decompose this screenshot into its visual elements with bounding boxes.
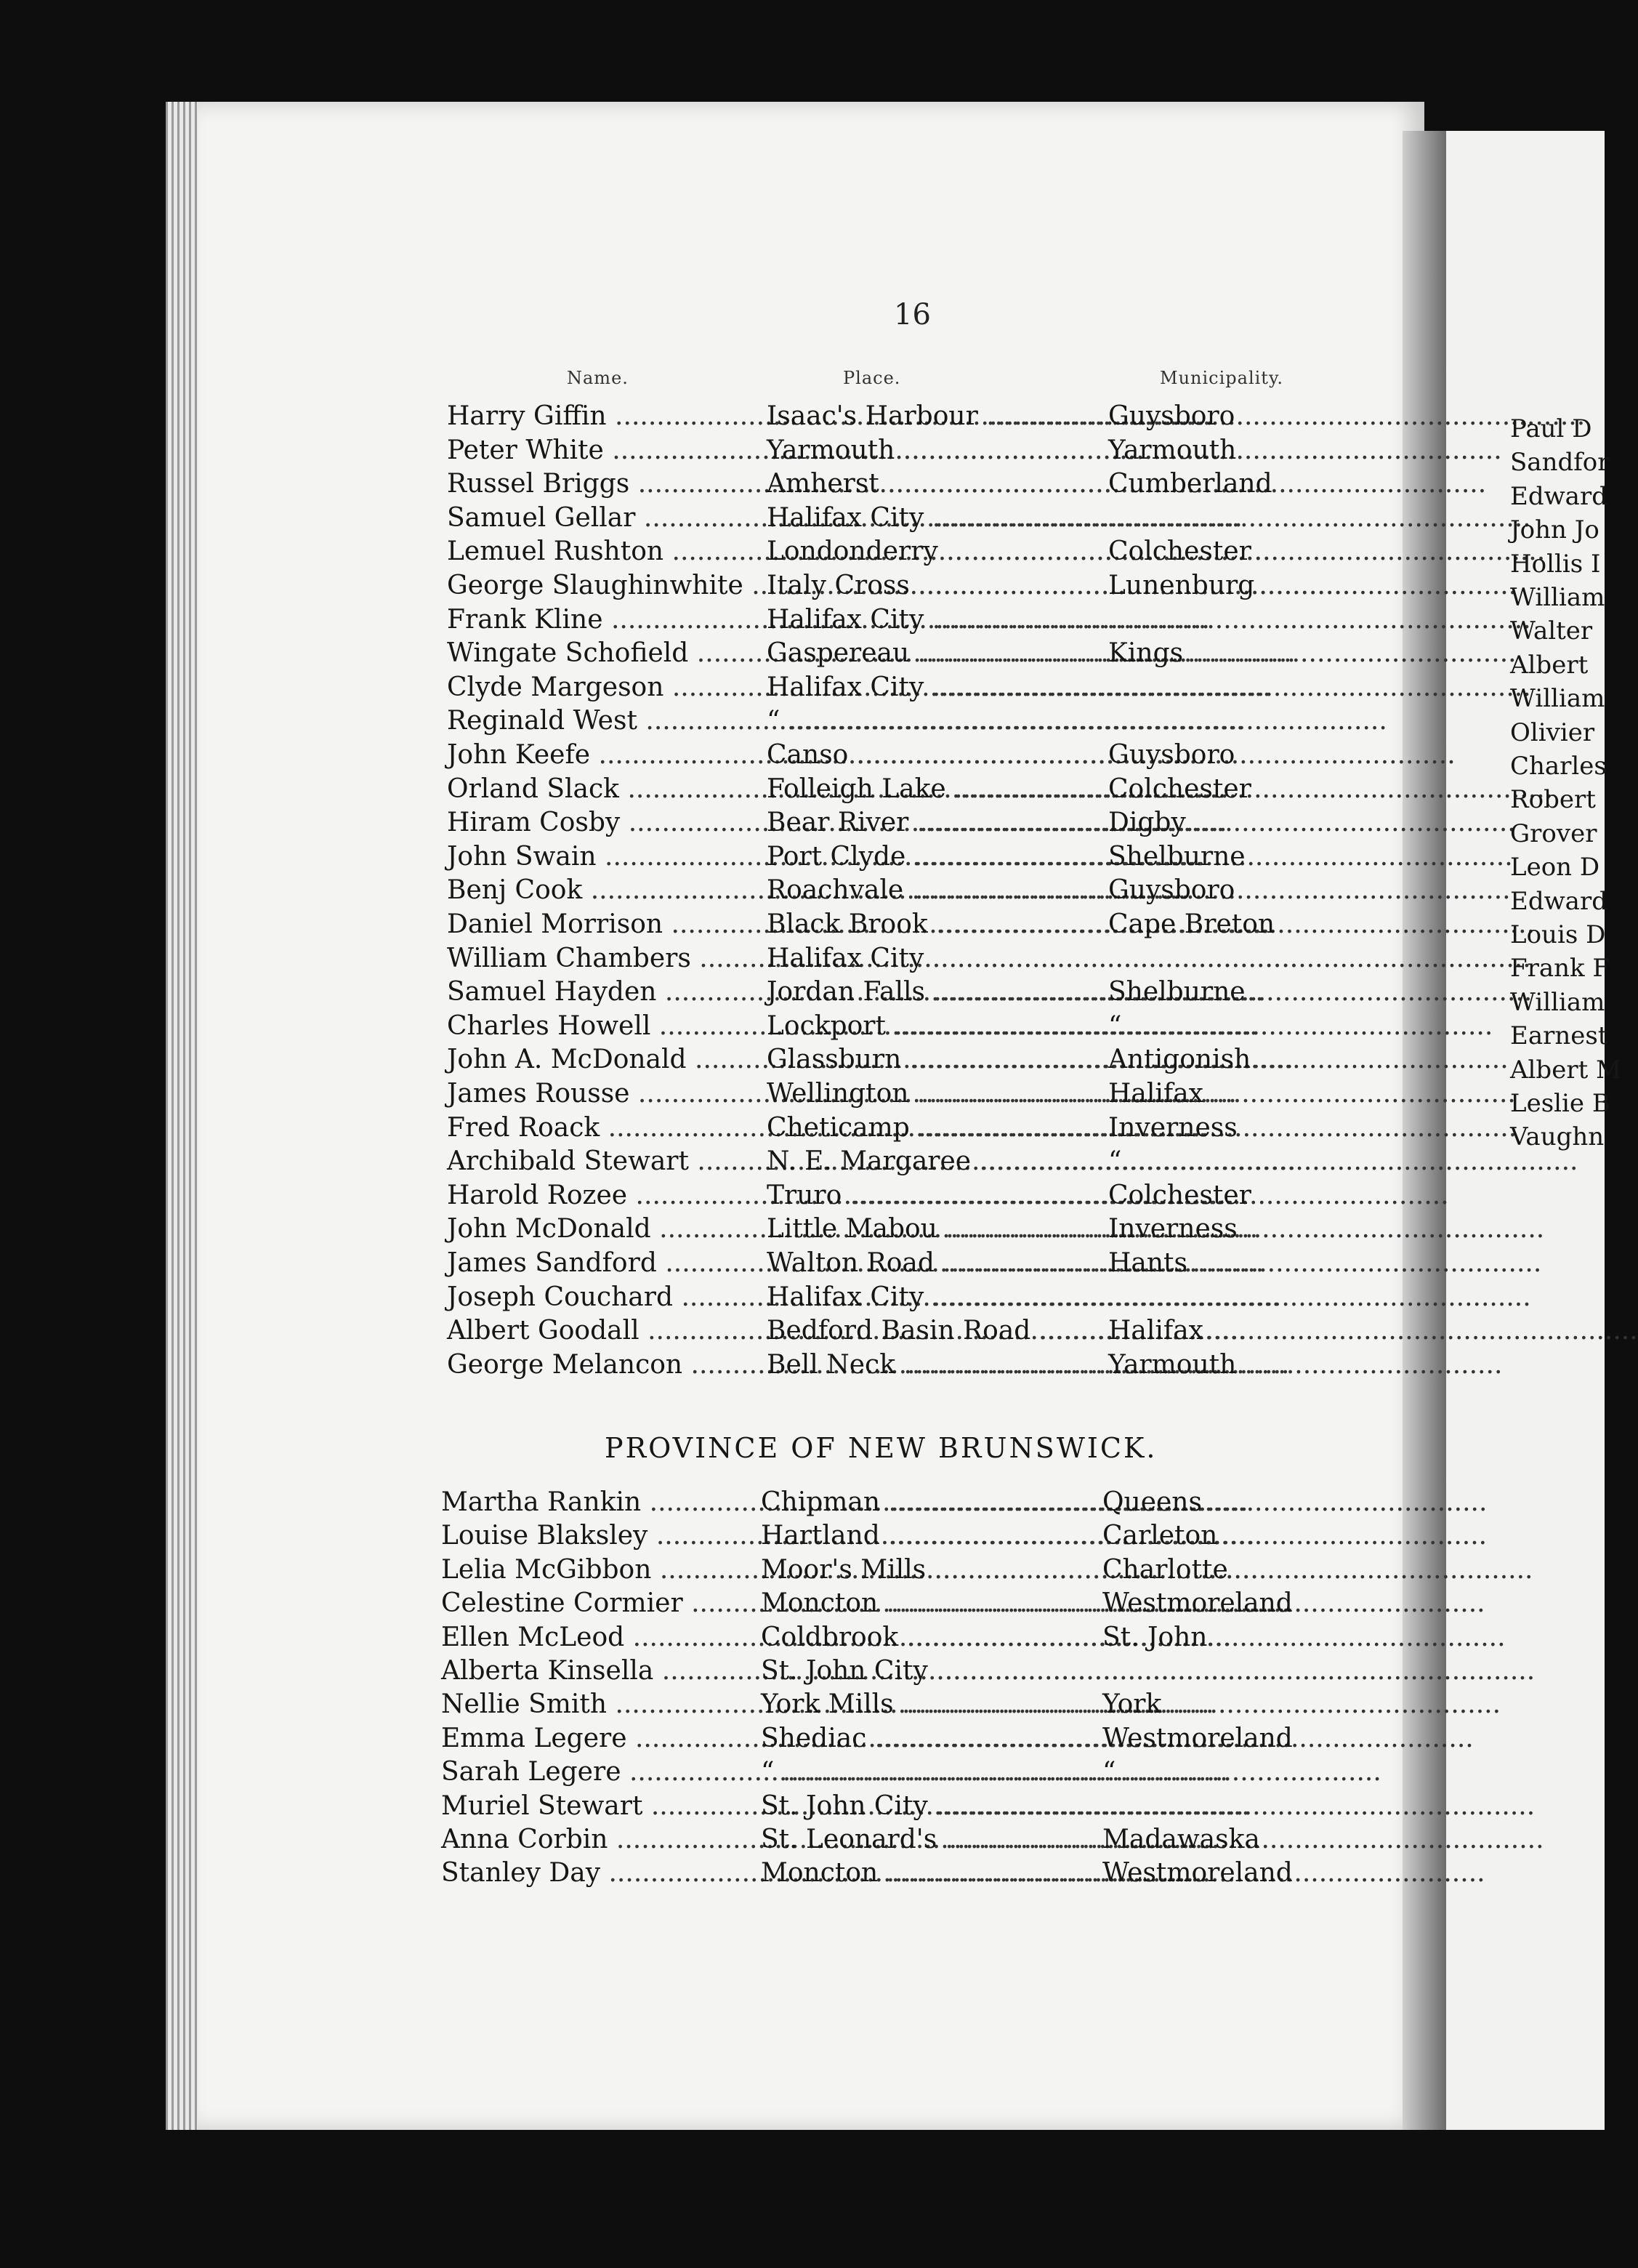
entry-name: Nellie Smith ..... <box>441 1689 761 1723</box>
entry-municipality: St. John <box>1102 1622 1208 1652</box>
entry-municipality: Antigonish <box>1108 1045 1251 1075</box>
entry-row <box>447 1248 1326 1282</box>
right-page-entry: Sandfor <box>1510 448 1610 478</box>
entry-name: Martha Rankin ..... <box>441 1487 761 1521</box>
entry-municipality <box>1108 706 1326 739</box>
entry-place: Port Clyde ..... <box>767 842 1108 875</box>
entry-name: Stanley Day ..... <box>441 1858 761 1891</box>
entry-row <box>447 944 1326 977</box>
entry-name: Peter White ..... <box>447 435 767 469</box>
entry-place: Lockport ..... <box>767 1011 1108 1045</box>
entry-row <box>441 1487 1320 1521</box>
entry-row <box>447 842 1326 875</box>
entry-place: St. John City ..... <box>761 1656 1102 1689</box>
entry-row <box>447 536 1326 570</box>
entry-place: “ ..... <box>767 706 1108 739</box>
entry-municipality: Yarmouth <box>1108 1349 1237 1380</box>
entry-row <box>441 1858 1320 1891</box>
entry-row <box>447 435 1326 469</box>
entry-municipality: Queens <box>1102 1487 1202 1517</box>
entry-row <box>441 1825 1320 1858</box>
entry-municipality: Westmoreland <box>1102 1858 1293 1889</box>
province-heading: PROVINCE OF NEW BRUNSWICK. <box>605 1432 1158 1464</box>
entry-municipality: Westmoreland <box>1102 1723 1293 1753</box>
entry-name: James Sandford ..... <box>447 1248 767 1282</box>
entry-municipality <box>1102 1656 1320 1689</box>
right-page-entry: Hollis I <box>1510 549 1601 579</box>
entry-municipality <box>1108 672 1326 706</box>
entry-municipality: Yarmouth <box>1108 435 1237 465</box>
entry-row <box>441 1791 1320 1825</box>
entry-name: Archibald Stewart ..... <box>447 1146 767 1180</box>
entry-row <box>441 1588 1320 1622</box>
entry-place: Moor's Mills ..... <box>761 1555 1102 1588</box>
entry-row <box>441 1555 1320 1588</box>
entry-name: Frank Kline ..... <box>447 605 767 638</box>
header-municipality: Municipality. <box>1160 368 1283 388</box>
right-page-entry: Edward <box>1510 886 1607 916</box>
entry-place: Glassburn ..... <box>767 1045 1108 1078</box>
entry-row <box>447 740 1326 773</box>
entry-name: Samuel Gellar ..... <box>447 503 767 536</box>
right-page-entry: John Jo <box>1510 515 1599 545</box>
entry-name: Sarah Legere ..... <box>441 1757 761 1790</box>
entry-municipality: Kings <box>1108 638 1184 669</box>
entry-row <box>441 1757 1320 1790</box>
entry-name: George Slaughinwhite ..... <box>447 571 767 604</box>
entry-place: Bell Neck ..... <box>767 1350 1108 1383</box>
entry-place: N. E. Margaree ..... <box>767 1146 1108 1180</box>
entry-municipality: “ <box>1108 1146 1122 1177</box>
entry-row <box>441 1689 1320 1723</box>
entry-name: Louise Blaksley ..... <box>441 1521 761 1554</box>
entry-row <box>447 1045 1326 1078</box>
entry-place: Moncton ..... <box>761 1588 1102 1622</box>
right-page-entry: Albert M <box>1510 1055 1621 1085</box>
entry-municipality: Guysboro <box>1108 875 1235 906</box>
entry-row <box>447 875 1326 909</box>
right-page-entry: Vaughn <box>1510 1122 1605 1152</box>
right-page-entry: Louis D <box>1510 920 1606 949</box>
entry-name: William Chambers ..... <box>447 944 767 977</box>
entry-row <box>447 1146 1326 1180</box>
entry-place: Halifax City ..... <box>767 672 1108 706</box>
entry-place: Halifax City ..... <box>767 503 1108 536</box>
entry-name: Harold Rozee ..... <box>447 1181 767 1214</box>
entry-place: Halifax City ..... <box>767 1282 1108 1316</box>
entry-name: Fred Roack ..... <box>447 1113 767 1146</box>
entry-row <box>447 605 1326 638</box>
entry-row <box>447 1316 1326 1349</box>
entry-name: Lelia McGibbon ..... <box>441 1555 761 1588</box>
entry-municipality: York <box>1102 1689 1162 1720</box>
entry-municipality: Digby <box>1108 808 1186 838</box>
entry-municipality: Shelburne <box>1108 841 1246 872</box>
right-page-entry: William <box>1510 583 1605 612</box>
entry-row <box>447 1350 1326 1383</box>
entry-row <box>447 401 1326 435</box>
entry-name: Orland Slack ..... <box>447 774 767 808</box>
entry-municipality <box>1108 944 1326 977</box>
entry-place: Roachvale ..... <box>767 875 1108 909</box>
entry-name: Charles Howell ..... <box>447 1011 767 1045</box>
right-page-entry: William <box>1510 684 1605 714</box>
entry-row <box>447 1181 1326 1214</box>
entry-place: Yarmouth ..... <box>767 435 1108 469</box>
entry-municipality <box>1108 503 1326 536</box>
entry-row <box>447 1282 1326 1316</box>
entry-municipality: Cape Breton <box>1108 909 1275 939</box>
entry-municipality: “ <box>1108 1010 1122 1041</box>
entry-municipality: Guysboro <box>1108 740 1235 770</box>
entry-municipality: Carleton <box>1102 1521 1218 1551</box>
entry-place: Folleigh Lake ..... <box>767 774 1108 808</box>
entry-row <box>447 1079 1326 1112</box>
entry-row <box>447 672 1326 706</box>
right-page-entry: Paul D <box>1510 414 1592 443</box>
entry-place: Truro ..... <box>767 1181 1108 1214</box>
right-page-entry: Robert <box>1510 785 1596 815</box>
entry-place: Bear River ..... <box>767 808 1108 841</box>
entry-municipality: Hants <box>1108 1248 1187 1278</box>
entry-name: Celestine Cormier ..... <box>441 1588 761 1622</box>
entry-name: Emma Legere ..... <box>441 1724 761 1757</box>
entry-municipality: Charlotte <box>1102 1554 1228 1585</box>
entry-municipality: Shelburne <box>1108 977 1246 1008</box>
entry-place: York Mills ..... <box>761 1689 1102 1723</box>
entry-municipality <box>1108 1282 1326 1316</box>
entry-municipality: Westmoreland <box>1102 1588 1293 1619</box>
entry-row <box>447 571 1326 604</box>
entry-name: John A. McDonald ..... <box>447 1045 767 1078</box>
right-page-entry: Leon D <box>1510 853 1600 882</box>
entry-municipality: Colchester <box>1108 773 1251 804</box>
right-page-entry: Walter <box>1510 616 1593 646</box>
entry-row <box>447 909 1326 943</box>
entry-row <box>447 503 1326 536</box>
entry-place: Chipman ..... <box>761 1487 1102 1521</box>
entry-name: John Swain ..... <box>447 842 767 875</box>
entry-place: Cheticamp ..... <box>767 1113 1108 1146</box>
entry-place: St. John City ..... <box>761 1791 1102 1825</box>
entry-place: Coldbrook ..... <box>761 1622 1102 1656</box>
entry-row <box>447 808 1326 841</box>
entry-municipality: Cumberland <box>1108 469 1272 499</box>
entry-name: Harry Giffin ..... <box>447 401 767 435</box>
right-page-entry: Grover <box>1510 819 1597 848</box>
entry-name: Samuel Hayden ..... <box>447 977 767 1010</box>
entry-name: Ellen McLeod ..... <box>441 1622 761 1656</box>
entry-row <box>447 638 1326 672</box>
entry-name: Joseph Couchard ..... <box>447 1282 767 1316</box>
entry-municipality: Colchester <box>1108 1180 1251 1210</box>
entry-municipality: Halifax <box>1108 1079 1203 1109</box>
entry-place: Bedford Basin Road ..... <box>767 1316 1108 1349</box>
entry-place: Moncton ..... <box>761 1858 1102 1891</box>
entry-municipality: Lunenburg <box>1108 571 1255 600</box>
entry-row <box>441 1656 1320 1689</box>
entry-municipality: Inverness <box>1108 1214 1238 1244</box>
entry-place: Londonderry ..... <box>767 536 1108 570</box>
entry-place: Hartland ..... <box>761 1521 1102 1554</box>
page-number: 16 <box>894 298 931 331</box>
entry-name: George Melancon ..... <box>447 1350 767 1383</box>
entry-place: Halifax City ..... <box>767 605 1108 638</box>
entry-place: Amherst ..... <box>767 469 1108 502</box>
right-page-entry: Albert <box>1510 650 1589 680</box>
entry-name: Wingate Schofield ..... <box>447 638 767 672</box>
entry-row <box>447 1011 1326 1045</box>
entry-municipality <box>1108 605 1326 638</box>
right-page-entry: Earnest <box>1510 1021 1608 1051</box>
entry-place: “ ..... <box>761 1757 1102 1790</box>
header-name: Name. <box>567 368 629 388</box>
entry-municipality: Inverness <box>1108 1112 1238 1143</box>
entry-municipality: Madawaska <box>1102 1825 1260 1854</box>
entry-name: Hiram Cosby ..... <box>447 808 767 841</box>
entry-row <box>447 1113 1326 1146</box>
entry-name: John McDonald ..... <box>447 1214 767 1247</box>
entry-name: John Keefe ..... <box>447 740 767 773</box>
entry-place: Black Brook ..... <box>767 909 1108 943</box>
entry-row <box>447 706 1326 739</box>
header-place: Place. <box>843 368 901 388</box>
entry-place: St. Leonard's ..... <box>761 1825 1102 1858</box>
entry-place: Shediac ..... <box>761 1724 1102 1757</box>
entry-place: Halifax City ..... <box>767 944 1108 977</box>
entry-name: Anna Corbin ..... <box>441 1825 761 1858</box>
entry-name: Lemuel Rushton ..... <box>447 536 767 570</box>
entry-place: Isaac's Harbour ..... <box>767 401 1108 435</box>
entry-municipality: Guysboro <box>1108 401 1235 431</box>
right-page-entry: Frank F <box>1510 954 1610 984</box>
right-page-entry: Edward <box>1510 481 1607 511</box>
entry-name: Russel Briggs ..... <box>447 469 767 502</box>
right-page-entry: Leslie B <box>1510 1089 1610 1118</box>
entry-name: Albert Goodall ..... <box>447 1316 767 1349</box>
entry-row <box>441 1622 1320 1656</box>
entry-name: Muriel Stewart ..... <box>441 1791 761 1825</box>
entry-municipality: “ <box>1102 1757 1116 1788</box>
entry-name: James Rousse ..... <box>447 1079 767 1112</box>
entry-municipality <box>1102 1791 1320 1825</box>
right-page-entry: William <box>1510 987 1605 1017</box>
entry-place: Little Mabou ..... <box>767 1214 1108 1247</box>
entry-municipality: Halifax <box>1108 1316 1203 1346</box>
entry-row <box>447 469 1326 502</box>
entry-place: Gaspereau ..... <box>767 638 1108 672</box>
entry-name: Alberta Kinsella ..... <box>441 1656 761 1689</box>
entry-row <box>441 1521 1320 1554</box>
entry-name: Clyde Margeson ..... <box>447 672 767 706</box>
entry-row <box>447 1214 1326 1247</box>
entry-name: Benj Cook ..... <box>447 875 767 909</box>
entry-place: Canso ..... <box>767 740 1108 773</box>
right-page-entry: Charles <box>1510 752 1607 781</box>
entry-place: Wellington ..... <box>767 1079 1108 1112</box>
entry-place: Walton Road ..... <box>767 1248 1108 1282</box>
entry-row <box>441 1724 1320 1757</box>
entry-row <box>447 977 1326 1010</box>
entry-name: Daniel Morrison ..... <box>447 909 767 943</box>
entry-name: Reginald West ..... <box>447 706 767 739</box>
entry-municipality: Colchester <box>1108 536 1251 567</box>
entry-row <box>447 774 1326 808</box>
right-page-entry: Olivier <box>1510 717 1595 747</box>
entry-place: Jordan Falls ..... <box>767 977 1108 1010</box>
entry-place: Italy Cross ..... <box>767 571 1108 604</box>
